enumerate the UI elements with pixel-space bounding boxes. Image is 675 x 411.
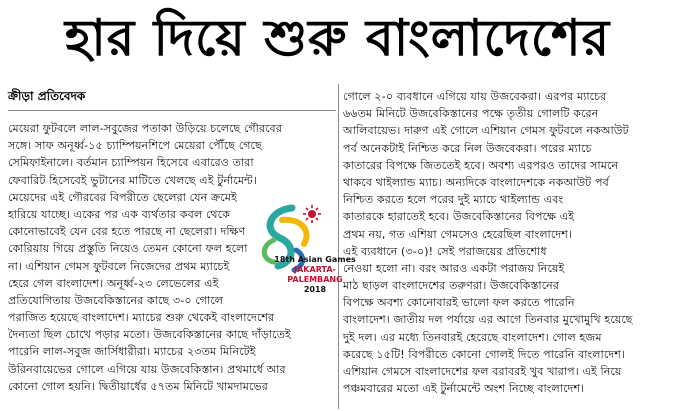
- byline-divider: [8, 110, 336, 111]
- right-column-line: পঞ্চমবারের মতো এই টুর্নামেন্টে অংশ নিচ্ছে বাংলাদেশ।: [343, 382, 585, 396]
- left-column-line: হারিয়ে যাচ্ছে। একের পর এক ব্যর্থতার কবল থেকে: [8, 207, 230, 221]
- logo-line-2: JAKARTA-PALEMBANG: [287, 265, 343, 284]
- left-column-line: মেয়েরা ফুটবলে লাল-সবুজের পতাকা উড়িয়ে চলেছে গৌরবের: [8, 122, 283, 135]
- left-column-line: সঙ্গে। সাফ অনূর্ধ্ব-১৫ চ্যাম্পিয়নশিপে মেয়েরা পৌঁছে গেছে: [8, 139, 262, 153]
- byline: ক্রীড়া প্রতিবেদক: [8, 89, 86, 103]
- left-column-line: মেয়েদের এই গৌরবের বিপরীতে ছেলেরা যেন ক্রমেই: [8, 190, 237, 204]
- right-column-line: এশিয়ান গেমসে বাংলাদেশের ফল বরাবরই খুব খারাপ। এই নিয়ে: [343, 365, 622, 378]
- column-divider: [338, 84, 339, 409]
- right-column-line: করেছে ১৫টি! বিপরীতে কোনো গোলই দিতে পারেনি বাংলাদেশ।: [343, 347, 625, 361]
- right-column: [343, 88, 669, 408]
- right-column-line: গোলে ২-০ ব্যবধানে এগিয়ে যায় উজবেকরা। এরপর ম্যাচের: [343, 90, 607, 103]
- right-column-line: আলিবায়েভ। দারুণ এই গোলে এশিয়ান গেমস ফুটবলে নকআউট: [343, 124, 629, 138]
- right-column-line: কাতারের বিপক্ষে জিততেই হবে। অবশ্য এরপরও তাদের সামনে: [343, 158, 619, 172]
- left-column-line: না। এশিয়ান গেমস ফুটবলে নিজেদের প্রথম ম্যাচেই: [8, 259, 230, 273]
- right-column-line: কাতারকে হারাতেই হবে। উজবেকিস্তানের বিপক্ষে এই: [343, 210, 575, 224]
- left-column-line: পারেনি লাল-সবুজ জার্সিধারীরা। ম্যাচের ২৩তম মিনিটেই: [8, 345, 256, 359]
- left-column-line: ফেবারিট হিসেবেই ভুটানের মাটিতে খেলছে এই টুর্নামেন্ট।: [8, 173, 257, 187]
- right-column-line: বাংলাদেশ। জাতীয় দল পর্যায়ে এর আগে তিনবার মুখোমুখি হয়েছে: [343, 313, 633, 327]
- right-column-line: থাকবে থাইল্যান্ড ম্যাচ। অন্যদিকে বাংলাদেশকে নকআউট পর্ব: [343, 175, 609, 189]
- asian-games-caption: [270, 255, 360, 295]
- right-column-line: নেওয়া হলো না। বরং আরও একটা পরাজয় নিয়েই: [343, 261, 565, 275]
- left-column-line: হেরে গেল বাংলাদেশ। অনূর্ধ্ব-২৩ লেভেলের এই: [8, 276, 219, 290]
- left-column-line: দৈন্যতা ছিল চোখে পড়ার মতো। উজবেকিস্তানের কাছে দাঁড়াতেই: [8, 328, 291, 342]
- left-column-line: সেমিফাইনালে। বর্তমান চ্যাম্পিয়ন হিসেবে এবারেও তারা: [8, 156, 254, 170]
- headline: হার দিয়ে শুরু বাংলাদেশের: [64, 8, 611, 67]
- right-column-line: এই ব্যবধানে (৩-০)! সেই পরাজয়ের প্রতিশোধ: [343, 244, 547, 258]
- left-column-line: কোরিয়ায় গিয়ে প্রস্তুতি নিয়েও তেমন কোনো ফল হলো: [8, 242, 248, 256]
- logo-line-1: 18th Asian Games: [274, 255, 356, 264]
- right-column-line: পর্ব অনেকটাই নিশ্চিত করে নিল উজবেকরা। পরের ম্যাচে: [343, 141, 592, 155]
- right-column-line: দুই দল। এর মধ্যে তিনবারই হেরেছে বাংলাদেশ। গোল হজম: [343, 330, 602, 344]
- logo-line-3: 2018: [303, 285, 327, 294]
- right-column-line: মাঠ ছাড়ল বাংলাদেশের তরুণরা। উজবেকিস্তানের: [343, 279, 560, 293]
- left-column-line: কোনোভাবেই যেন বের হতে পারছে না ছেলেরা। দক্ষিণ: [8, 225, 246, 239]
- left-column-line: উরিনবায়েভের গোলে এগিয়ে যায় উজবেকিস্তান। প্রথমার্ধে আর: [8, 362, 286, 376]
- left-column-line: কোনো গোল হয়নি। দ্বিতীয়ার্ধের ৫৭তম মিনিটে খামদামভের: [8, 379, 268, 393]
- right-column-line: প্রথম নয়, গত এশিয়া গেমসেও হেরেছিল বাংলাদেশ।: [343, 227, 572, 241]
- left-column-line: প্রতিযোগিতায় উজবেকিস্তানের কাছে ৩-০ গোলে: [8, 293, 224, 307]
- right-column-line: ৬৬তম মিনিটে উজবেকিস্তানের পক্ষে তৃতীয় গোলটি করেন: [343, 107, 599, 121]
- left-column-line: পরাজিত হয়েছে বাংলাদেশ। ম্যাচের শুরু থেকেই বাংলাদেশের: [8, 311, 275, 325]
- right-column-line: নিশ্চিত করতে হলে পরের দুই ম্যাচে থাইল্যান্ড এবং: [343, 193, 564, 207]
- right-column-line: বিপক্ষে অবশ্য কোনোবারই ভালো ফল করতে পারেনি: [343, 296, 575, 310]
